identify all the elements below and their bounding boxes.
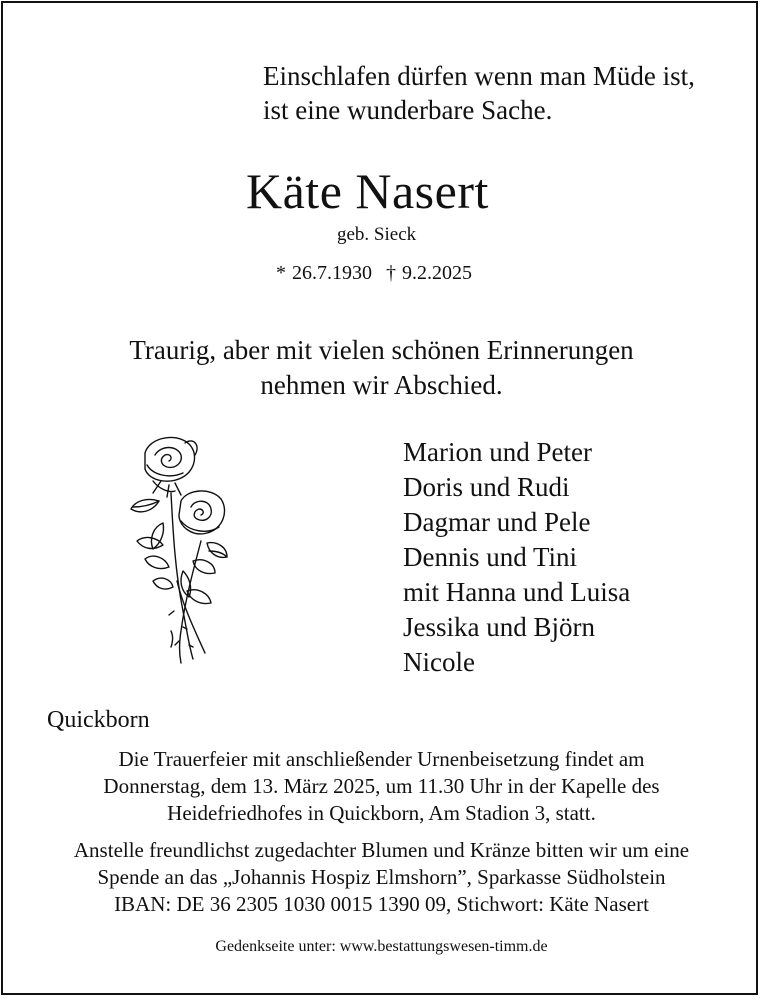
mourner-line: mit Hanna und Luisa (403, 577, 631, 607)
mourner-line: Dagmar und Pele (403, 507, 591, 537)
rose-icon (123, 431, 233, 666)
born-name: geb. Sieck (337, 224, 417, 245)
mourners-list (403, 435, 630, 680)
ceremony-line: Die Trauerfeier mit anschließender Urnenbeisetzung findet am (118, 747, 645, 771)
ceremony-line: Heidefriedhofes in Quickborn, Am Stadion 3, statt. (167, 801, 596, 825)
mourner-line: Doris und Rudi (403, 472, 570, 502)
motto-line: ist eine wunderbare Sache. (263, 95, 553, 125)
ceremony-info (3, 746, 760, 827)
donation-info (3, 837, 760, 918)
donation-line: Anstelle freundlichst zugedachter Blumen und Kränze bitten wir um eine (73, 838, 690, 862)
farewell-text (3, 333, 760, 403)
memorial-website: Gedenkseite unter: www.bestattungswesen-timm.de (215, 938, 548, 955)
mourner-line: Jessika und Björn (403, 612, 595, 642)
farewell-line: nehmen wir Abschied. (260, 370, 503, 400)
ceremony-line: Donnerstag, dem 13. März 2025, um 11.30 Uhr in der Kapelle des (103, 774, 660, 798)
mourner-line: Nicole (403, 647, 475, 677)
mourner-line: Dennis und Tini (403, 542, 578, 572)
place-name: Quickborn (47, 707, 150, 733)
donation-line: IBAN: DE 36 2305 1030 0015 1390 09, Stichwort: Käte Nasert (114, 892, 649, 916)
life-dates (276, 260, 472, 286)
birth-date: * 26.7.1930 (276, 262, 372, 284)
motto-line: Einschlafen dürfen wenn man Müde ist, (263, 61, 695, 91)
donation-line: Spende an das „Johannis Hospiz Elmshorn”, Sparkasse Südholstein (97, 865, 666, 889)
deceased-name: Käte Nasert (246, 163, 489, 219)
notice-frame (1, 1, 758, 995)
motto (263, 59, 695, 127)
mourner-line: Marion und Peter (403, 437, 592, 467)
death-date: † 9.2.2025 (386, 262, 472, 284)
farewell-line: Traurig, aber mit vielen schönen Erinnerungen (129, 335, 634, 365)
